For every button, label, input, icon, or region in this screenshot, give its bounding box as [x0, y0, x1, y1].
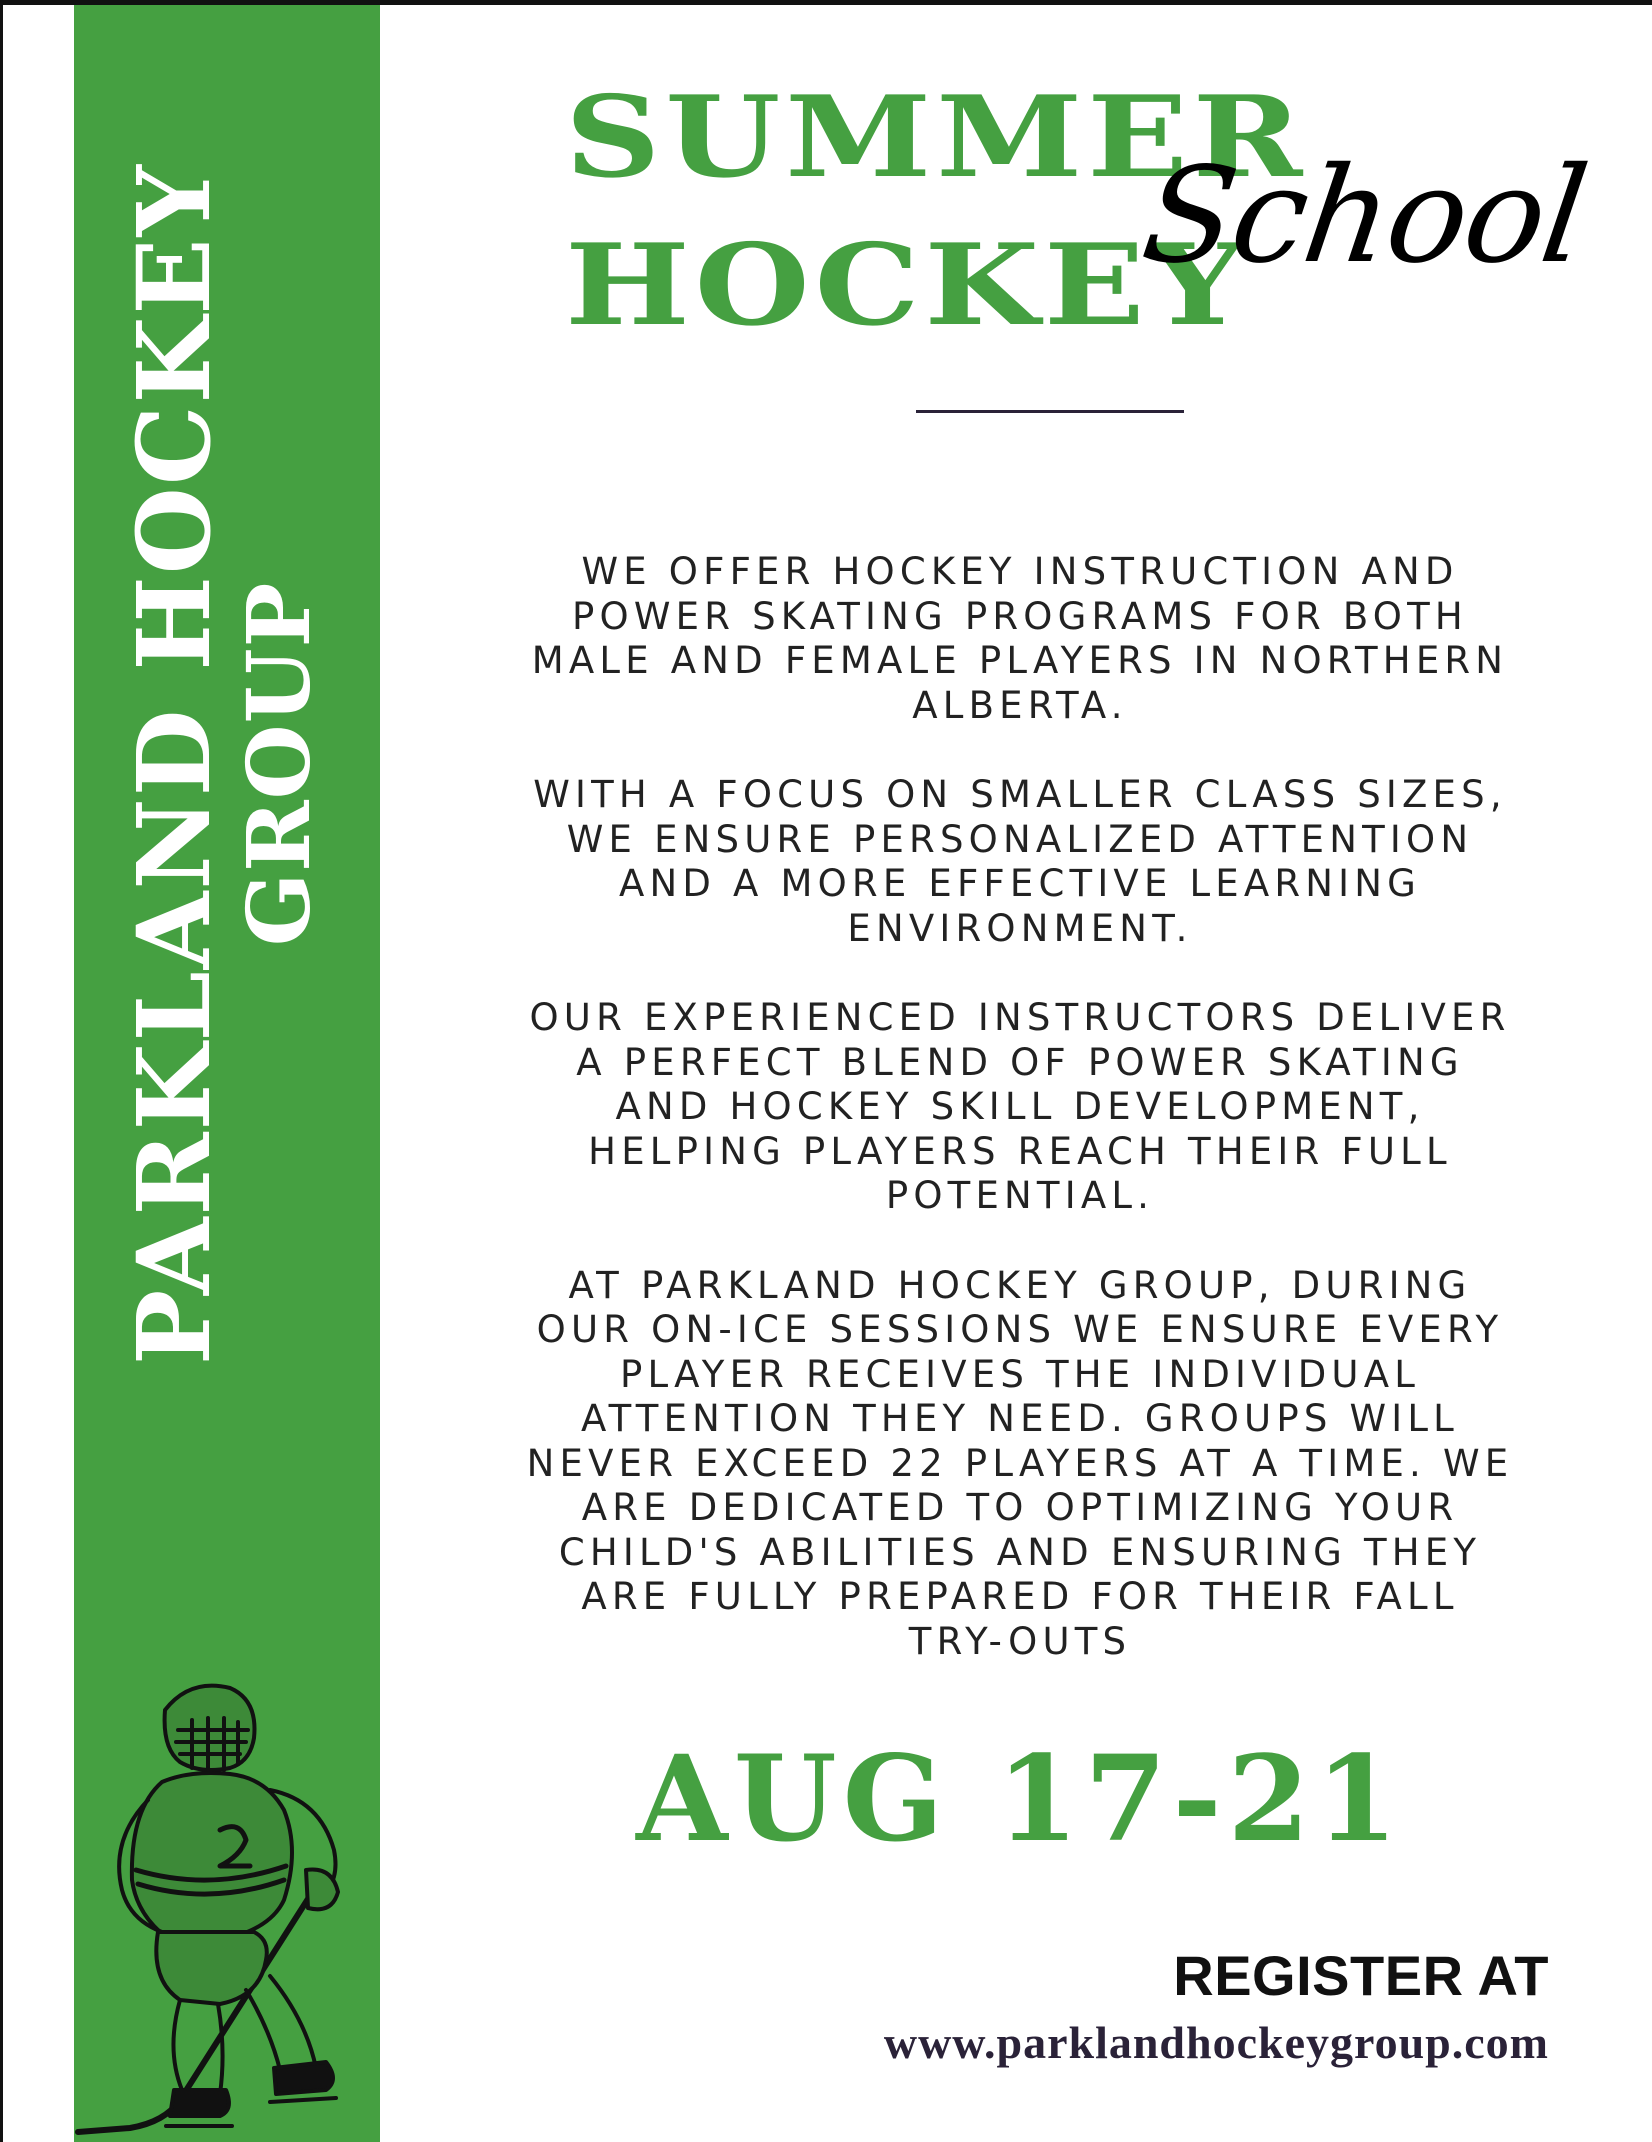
paragraph-instructors	[440, 996, 1600, 1219]
sidebar-line-2: GROUP	[229, 581, 330, 946]
text-line: MALE AND FEMALE PLAYERS IN NORTHERN	[531, 639, 1509, 682]
title-hockey: HOCKEY	[565, 220, 1249, 351]
text-line: AND A MORE EFFECTIVE LEARNING	[618, 862, 1422, 905]
text-line: OUR EXPERIENCED INSTRUCTORS DELIVER	[529, 996, 1511, 1039]
title-block	[565, 70, 1645, 350]
title-summer: SUMMER	[565, 72, 1308, 203]
text-line: POTENTIAL.	[885, 1174, 1155, 1217]
text-line: ATTENTION THEY NEED. GROUPS WILL	[581, 1397, 1459, 1440]
text-line: AND HOCKEY SKILL DEVELOPMENT,	[615, 1085, 1425, 1128]
text-line: CHILD'S ABILITIES AND ENSURING THEY	[558, 1530, 1482, 1574]
text-line: PLAYER RECEIVES THE INDIVIDUAL	[619, 1352, 1421, 1396]
text-line: HELPING PLAYERS REACH THEIR FULL	[588, 1129, 1452, 1173]
text-line: ARE DEDICATED TO OPTIMIZING YOUR	[581, 1486, 1459, 1529]
text-line: WE ENSURE PERSONALIZED ATTENTION	[566, 817, 1474, 861]
hockey-player-icon	[70, 1670, 390, 2142]
divider	[916, 410, 1184, 413]
text-line: TRY-OUTS	[908, 1619, 1132, 1663]
sidebar-line-1: PARKLAND HOCKEY	[115, 162, 233, 1365]
sidebar-org-name	[115, 162, 333, 1365]
text-line: ENVIRONMENT.	[847, 906, 1193, 950]
text-line: A PERFECT BLEND OF POWER SKATING	[576, 1040, 1464, 1084]
text-line: POWER SKATING PROGRAMS FOR BOTH	[572, 594, 1468, 638]
text-line: ALBERTA.	[912, 683, 1128, 727]
title-school-script: School	[1134, 139, 1595, 293]
text-line: WE OFFER HOCKEY INSTRUCTION AND	[581, 550, 1459, 593]
text-line: ARE FULLY PREPARED FOR THEIR FALL	[581, 1575, 1459, 1618]
website-link[interactable]: www.parklandhockeygroup.com	[883, 2017, 1549, 2068]
paragraph-groups	[440, 1264, 1600, 1665]
text-line: NEVER EXCEED 22 PLAYERS AT A TIME. WE	[526, 1441, 1514, 1485]
paragraph-offer	[440, 550, 1600, 728]
register-label: REGISTER AT	[1173, 1944, 1549, 2007]
paragraph-class-size	[440, 773, 1600, 951]
event-date: AUG 17-21	[636, 1729, 1404, 1868]
body-text	[440, 550, 1600, 1709]
left-border	[0, 0, 3, 2142]
text-line: OUR ON-ICE SESSIONS WE ENSURE EVERY	[536, 1308, 1504, 1351]
text-line: WITH A FOCUS ON SMALLER CLASS SIZES,	[533, 773, 1507, 816]
text-line: AT PARKLAND HOCKEY GROUP, DURING	[568, 1263, 1472, 1307]
